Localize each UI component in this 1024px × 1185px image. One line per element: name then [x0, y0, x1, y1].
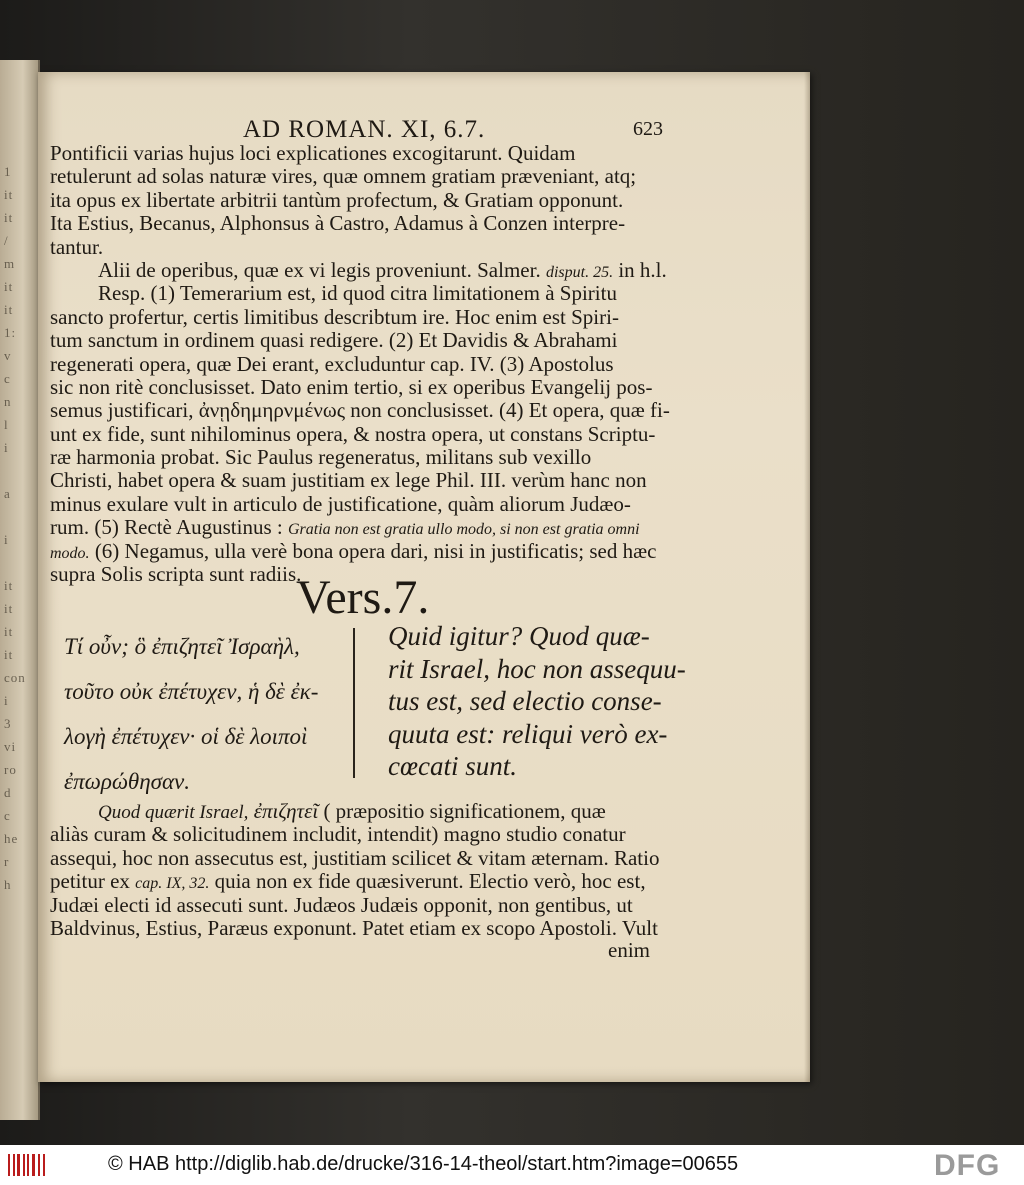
- text-line: Christi, habet opera & suam justitiam ex lege Phil. III. verùm hanc non: [50, 468, 647, 493]
- latin-line: cœcati sunt.: [388, 751, 517, 781]
- text-span: rum. (5) Rectè Augustinus :: [50, 515, 283, 540]
- text-line: [50, 516, 670, 539]
- text-line: aliàs curam & solicitudinem includit, intendit) magno studio conatur: [50, 822, 626, 847]
- text-line: Pontificii varias hujus loci explicationes excogitarunt. Quidam: [50, 141, 576, 165]
- latin-line: tus est, sed electio conse-: [388, 686, 662, 716]
- column-divider: [353, 628, 355, 778]
- commentary-block-1: [50, 142, 670, 586]
- dfg-logo: DFG: [934, 1149, 1001, 1182]
- quotation: Gratia non est gratia ullo modo, si non est gratia omni: [287, 521, 640, 539]
- text-line: [50, 800, 659, 823]
- text-span: (6) Negamus, ulla verè bona opera dari, nisi in justificatis; sed hæc: [94, 538, 657, 563]
- quotation: modo.: [50, 544, 90, 562]
- viewer-footer: [0, 1145, 1024, 1185]
- greek-line: ἐπωρώθησαν.: [64, 769, 190, 794]
- text-line: tantur.: [50, 234, 104, 259]
- text-line: Resp. (1) Temerarium est, id quod citra limitationem à Spiritu: [98, 281, 617, 306]
- copyright-link[interactable]: © HAB http://diglib.hab.de/drucke/316-14-theol/start.htm?image=00655: [108, 1153, 739, 1175]
- text-line: Ita Estius, Becanus, Alphonsus à Castro, Adamus à Conzen interpre-: [50, 211, 626, 236]
- greek-line: Τί οὖν; ὃ ἐπιζητεῖ Ἰσραὴλ,: [64, 634, 300, 659]
- book-page: [38, 72, 810, 1082]
- text-line: semus justificari, ἀνῃδημηρνμένως non conclusisset. (4) Et opera, quæ fi-: [50, 398, 670, 423]
- commentary-block-2: [50, 800, 659, 940]
- text-line: sic non ritè conclusisset. Dato enim tertio, si ex operibus Evangelij pos-: [50, 374, 653, 399]
- latin-verse: [388, 620, 686, 783]
- text-line: [50, 540, 670, 563]
- greek-verse: [64, 624, 318, 804]
- text-span: Alii de operibus, quæ ex vi legis proveniunt. Salmer.: [98, 257, 541, 282]
- text-line: supra Solis scripta sunt radiis.: [50, 562, 302, 587]
- text-span: petitur ex: [50, 869, 130, 894]
- text-line: retulerunt ad solas naturæ vires, quæ omnem gratiam præveniant, atq;: [50, 164, 637, 189]
- verse-heading: Vers.7.: [296, 571, 430, 624]
- citation: cap. IX, 32.: [135, 875, 210, 893]
- citation: disput. 25.: [545, 263, 614, 281]
- page-number: 623: [633, 118, 663, 140]
- greek-line: λογὴ ἐπέτυχεν· οἱ δὲ λοιποὶ: [64, 724, 308, 749]
- text-line: Judæi electi id assecuti sunt. Judæos Judæis opponit, non gentibus, ut: [50, 892, 633, 917]
- lemma: Quod quærit Israel,: [98, 802, 249, 823]
- text-line: ræ harmonia probat. Sic Paulus regeneratus, militans sub vexillo: [50, 445, 592, 470]
- text-line: tum sanctum in ordinem quasi redigere. (2) Et Davidis & Abrahami: [50, 328, 618, 353]
- greek-line: τοῦτο οὐκ ἐπέτυχεν, ἡ δὲ ἐκ-: [64, 679, 319, 704]
- hab-logo-icon: [8, 1154, 46, 1176]
- text-line: unt ex fide, sunt nihilominus opera, & nostra opera, ut constans Scriptu-: [50, 421, 656, 446]
- text-span: quia non ex fide quæsiverunt. Electio verò, hoc est,: [214, 869, 646, 894]
- text-line: sancto profertur, certis limitibus describtum ire. Hoc enim est Spiri-: [50, 304, 619, 329]
- greek-word: ἐπιζητεῖ: [253, 799, 319, 823]
- text-line: [50, 870, 659, 893]
- text-line: [50, 259, 670, 282]
- text-line: ita opus ex libertate arbitrii tantùm profectum, & Gratiam opponunt.: [50, 187, 624, 212]
- adjacent-page-marks: 1 it it / m it it 1: v c n l i a i it it it it con i 3 vi ro d c he r h: [4, 164, 26, 892]
- text-line: regenerati opera, quæ Dei erant, excluduntur cap. IV. (3) Apostolus: [50, 351, 614, 376]
- latin-line: rit Israel, hoc non assequu-: [388, 653, 686, 684]
- text-span: ( præpositio significationem, quæ: [323, 799, 606, 823]
- catchword: enim: [608, 938, 650, 962]
- text-line: Baldvinus, Estius, Paræus exponunt. Patet etiam ex scopo Apostoli. Vult: [50, 915, 658, 940]
- latin-line: quuta est: reliqui verò ex-: [388, 718, 668, 749]
- text-line: minus exulare vult in articulo de justificatione, quàm aliorum Judæo-: [50, 491, 631, 516]
- running-head: AD ROMAN. XI, 6.7.: [243, 116, 486, 143]
- adjacent-page-edge: [0, 60, 40, 1120]
- latin-line: Quid igitur? Quod quæ-: [388, 621, 650, 651]
- text-line: assequi, hoc non assecutus est, justitiam scilicet & vitam æternam. Ratio: [50, 845, 660, 870]
- text-span: in h.l.: [618, 257, 667, 282]
